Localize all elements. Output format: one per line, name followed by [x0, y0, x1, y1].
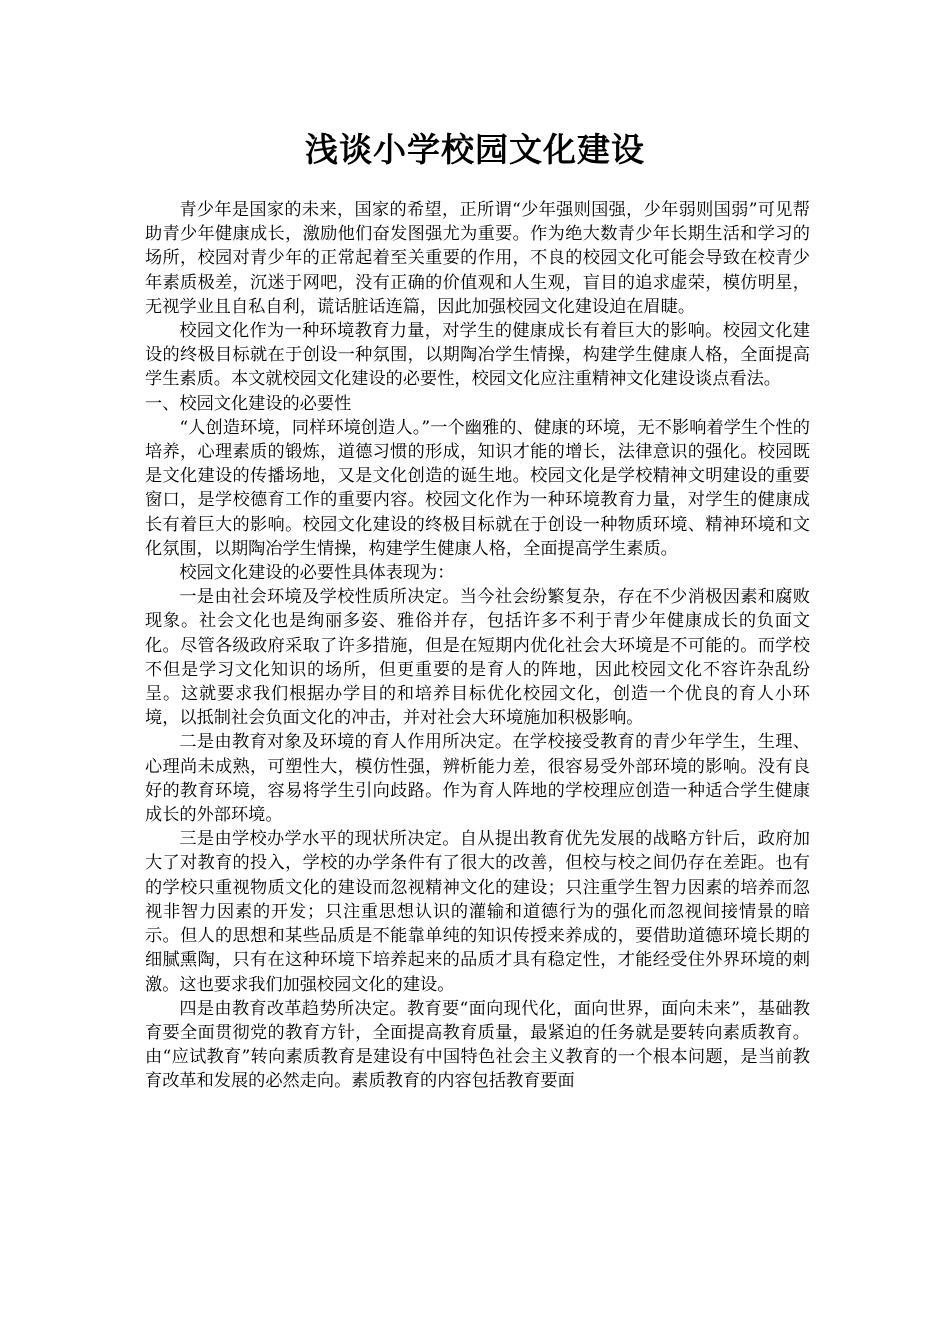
paragraph-environment: “人创造环境，同样环境创造人。”一个幽雅的、健康的环境，无不影响着学生个性的培养，心理素质的锻炼，道德习惯的形成，知识才能的增长，法律意识的强化。校园既是文化建设的传播场地，又是文化创造的诞生地。校园文化是学校精神文明建设的重要窗口，是学校德育工作的重要内容。校园文化作为一种环境教育力量，对学生的健康成长有着巨大的影响。校园文化建设的终极目标就在于创设一种物质环境、精神环境和文化氛围，以期陶冶学生情操，构建学生健康人格，全面提高学生素质。 — [145, 417, 810, 559]
paragraph-campus-culture: 校园文化作为一种环境教育力量，对学生的健康成长有着巨大的影响。校园文化建设的终极目标就在于创设一种氛围，以期陶冶学生情操，构建学生健康人格，全面提高学生素质。本文就校园文化建设的必要性，校园文化应注重精神文化建设谈点看法。 — [145, 321, 810, 390]
section-heading-necessity: 一、校园文化建设的必要性 — [145, 393, 352, 414]
paragraph-necessity-intro: 校园文化建设的必要性具体表现为： — [179, 563, 455, 584]
paragraph-reason-three: 三是由学校办学水平的现状所决定。自从提出教育优先发展的战略方针后，政府加大了对教育的投入，学校的办学条件有了很大的改善，但校与校之间仍存在差距。也有的学校只重视物质文化的建设而忽视精神文化的建设；只注重学生智力因素的培养而忽视非智力因素的开发；只注重思想认识的灌输和道德行为的强化而忽视间接情景的暗示。但人的思想和某些品质是不能靠单纯的知识传授来养成的，要借助道德环境长期的细腻熏陶，只有在这种环境下培养起来的品质才具有稳定性，才能经受住外界环境的刺激。这也要求我们加强校园文化的建设。 — [145, 829, 810, 995]
paragraph-reason-two: 二是由教育对象及环境的育人作用所决定。在学校接受教育的青少年学生，生理、心理尚未成熟，可塑性大，模仿性强，辨析能力差，很容易受外部环境的影响。没有良好的教育环境，容易将学生引向歧路。作为育人阵地的学校理应创造一种适合学生健康成长的外部环境。 — [145, 732, 810, 826]
document-body — [145, 198, 810, 1094]
paragraph-reason-four: 四是由教育改革趋势所决定。教育要“面向现代化，面向世界，面向未来”，基础教育要全面贯彻党的教育方针，全面提高教育质量，最紧迫的任务就是要转向素质教育。由“应试教育”转向素质教育是建设有中国特色社会主义教育的一个根本问题，是当前教育改革和发展的必然走向。素质教育的内容包括教育要面 — [145, 998, 810, 1092]
paragraph-intro: 青少年是国家的未来，国家的希望，正所谓“少年强则国强，少年弱则国弱”可见帮助青少年健康成长，激励他们奋发图强尤为重要。作为绝大数青少年长期生活和学习的场所，校园对青少年的正常起着至关重要的作用，不良的校园文化可能会导致在校青少年素质极差，沉迷于网吧，没有正确的价值观和人生观，盲目的追求虚荣，模仿明星，无视学业且自私自利，谎话脏话连篇，因此加强校园文化建设迫在眉睫。 — [145, 200, 810, 317]
paragraph-reason-one: 一是由社会环境及学校性质所决定。当今社会纷繁复杂，存在不少消极因素和腐败现象。社会文化也是绚丽多姿、雅俗并存，包括许多不利于青少年健康成长的负面文化。尽管各级政府采取了许多措施，但是在短期内优化社会大环境是不可能的。而学校不但是学习文化知识的场所，但更重要的是育人的阵地，因此校园文化不容许杂乱纷呈。这就要求我们根据办学目的和培养目标优化校园文化，创造一个优良的育人小环境，以抵制社会负面文化的冲击，并对社会大环境施加积极影响。 — [145, 587, 810, 729]
document-title: 浅谈小学校园文化建设 — [305, 130, 645, 169]
